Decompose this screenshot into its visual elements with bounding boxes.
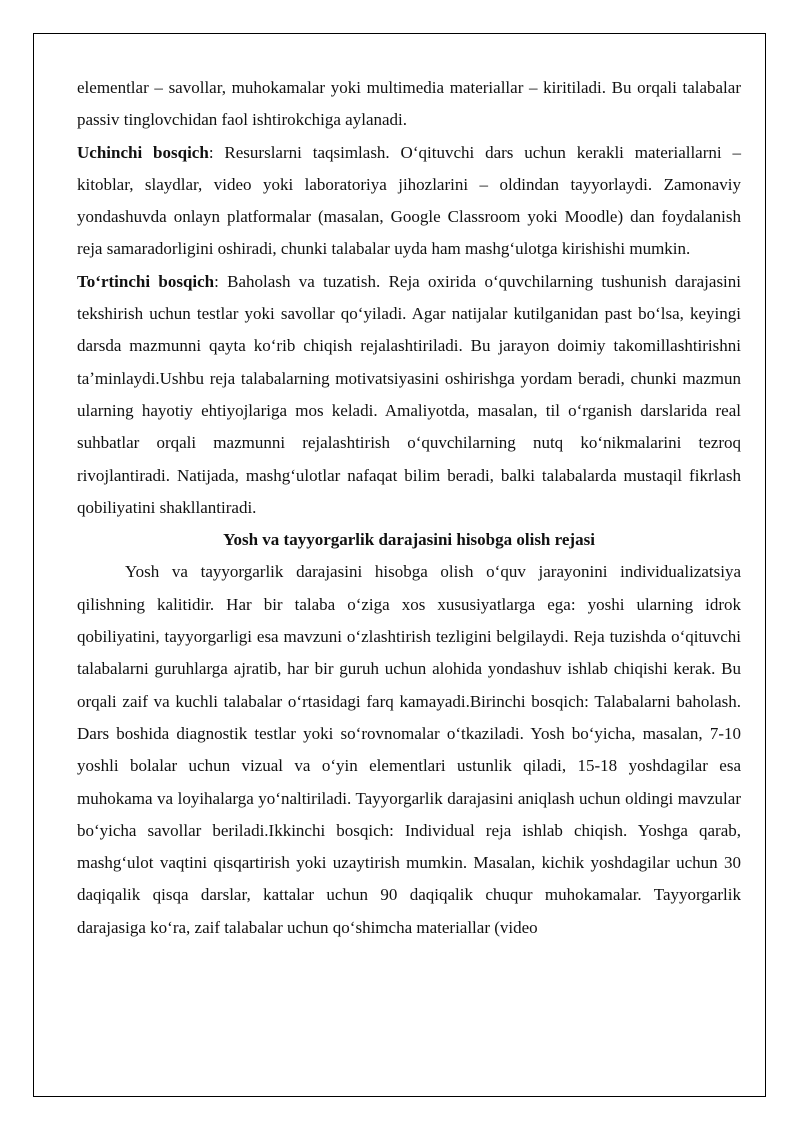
paragraph-step-4: [77, 266, 741, 524]
document-body: [77, 72, 741, 944]
step-4-text: : Baholash va tuzatish. Reja oxirida oʻquvchilarning tushunish darajasini tekshirish uchun testlar yoki savollar qoʻyiladi. Agar natijalar kutilganidan past boʻlsa, keyingi darsda mazmunni qayta koʻrib chiqish rejalashtiriladi. Bu jarayon doimiy takomillashtirishni taʼminlaydi.Ushbu reja talabalarning motivatsiyasini oshirishga yordam beradi, chunki mazmun ularning hayotiy ehtiyojlariga mos keladi. Amaliyotda, masalan, til oʻrganish darslarida real suhbatlar orqali mazmunni rejalashtirish oʻquvchilarning nutq koʻnikmalarini tezroq rivojlantiradi. Natijada, mashgʻulotlar nafaqat bilim beradi, balki talabalarda mustaqil fikrlash qobiliyatini shakllantiradi.: [77, 271, 742, 517]
step-3-text: : Resurslarni taqsimlash. Oʻqituvchi dars uchun kerakli materiallarni – kitoblar, slaydlar, video yoki laboratoriya jihozlarini – oldindan tayyorlaydi. Zamonaviy yondashuvda onlayn platformalar (masalan, Google Classroom yoki Moodle) dan foydalanish reja samaradorligini oshiradi, chunki talabalar uyda ham mashgʻulotga kirishishi mumkin.: [77, 142, 741, 259]
paragraph-intro: elementlar – savollar, muhokamalar yoki multimedia materiallar – kiritiladi. Bu orqali talabalar passiv tinglovchidan faol ishtirokchiga aylanadi.: [77, 78, 741, 130]
step-3-label: Uchinchi bosqich: [77, 142, 209, 162]
step-4-label: Toʻrtinchi bosqich: [77, 271, 215, 291]
paragraph-step-3: [77, 137, 741, 266]
section-heading: Yosh va tayyorgarlik darajasini hisobga olish rejasi: [223, 530, 595, 550]
paragraph-age-readiness: Yosh va tayyorgarlik darajasini hisobga olish oʻquv jarayonini individualizatsiya qilishning kalitidir. Har bir talaba oʻziga xos xususiyatlarga ega: yoshi ularning idrok qobiliyatini, tayyorgarligi esa mavzuni oʻzlashtirish tezligini belgilaydi. Reja tuzishda oʻqituvchi talabalarni guruhlarga ajratib, har bir guruh uchun alohida yondashuv ishlab chiqishi kerak. Bu orqali zaif va kuchli talabalar oʻrtasidagi farq kamayadi.Birinchi bosqich: Talabalarni baholash. Dars boshida diagnostik testlar yoki soʻrovnomalar oʻtkaziladi. Yosh boʻyicha, masalan, 7-10 yoshli bolalar uchun vizual va oʻyin elementlari ustunlik qiladi, 15-18 yoshdagilar esa muhokama va loyihalarga yoʻnaltiriladi. Tayyorgarlik darajasini aniqlash uchun oldingi mavzular boʻyicha savollar beriladi.Ikkinchi bosqich: Individual reja ishlab chiqish. Yoshga qarab, mashgʻulot vaqtini qisqartirish yoki uzaytirish mumkin. Masalan, kichik yoshdagilar uchun 30 daqiqalik qisqa darslar, kattalar uchun 90 daqiqalik chuqur muhokamalar. Tayyorgarlik darajasiga koʻra, zaif talabalar uchun qoʻshimcha materiallar (video: [77, 562, 741, 937]
